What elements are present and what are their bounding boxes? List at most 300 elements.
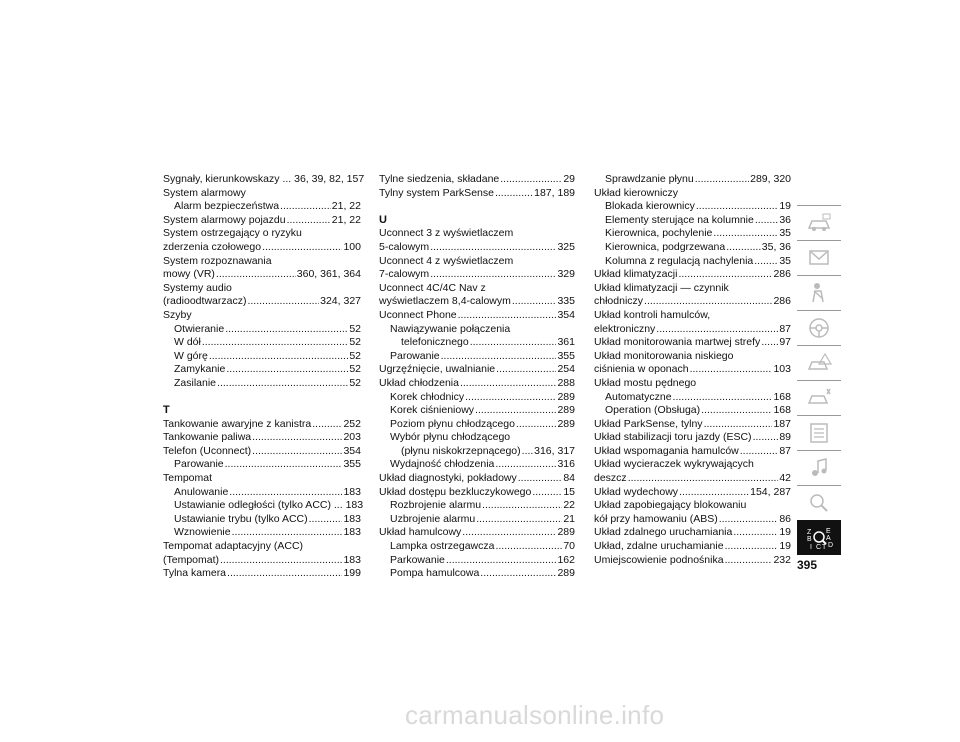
leader-dots bbox=[725, 540, 779, 554]
entry-term: Tankowanie paliwa bbox=[163, 431, 252, 444]
entry-term: Układ monitorowania niskiego bbox=[594, 349, 734, 362]
leader-dots bbox=[280, 200, 331, 214]
page-reference[interactable]: 324, 327 bbox=[320, 295, 361, 308]
entry-term: Układ diagnostyki, pokładowy bbox=[379, 472, 517, 485]
entry-term: System alarmowy pojazdu bbox=[163, 213, 286, 226]
page-reference[interactable]: 286 bbox=[773, 268, 791, 281]
settings-list-icon bbox=[805, 420, 833, 446]
svg-text:B: B bbox=[807, 536, 812, 543]
page-reference[interactable]: 183 bbox=[343, 553, 361, 566]
leader-dots bbox=[740, 445, 779, 459]
entry-term: Uconnect 4 z wyświetlaczem bbox=[379, 254, 514, 267]
entry-term: Korek ciśnieniowy bbox=[390, 404, 475, 417]
page-reference[interactable]: 97 bbox=[779, 336, 791, 349]
index-entry bbox=[594, 404, 791, 418]
page-reference[interactable]: 354 bbox=[557, 308, 575, 321]
page-reference[interactable]: 21, 22 bbox=[331, 213, 361, 226]
leader-dots bbox=[229, 486, 342, 500]
entry-term: Parowanie bbox=[174, 458, 224, 471]
page-reference[interactable]: 52 bbox=[349, 363, 361, 376]
index-entry bbox=[379, 323, 575, 337]
entry-term: (płynu niskokrzepnącego) bbox=[401, 444, 521, 457]
section-letter: T bbox=[163, 404, 170, 417]
leader-dots bbox=[482, 499, 562, 513]
leader-dots bbox=[522, 445, 533, 459]
index-entry bbox=[379, 554, 575, 568]
index-entry bbox=[163, 200, 361, 214]
svg-text:A: A bbox=[826, 535, 831, 542]
page-reference[interactable]: 168 bbox=[773, 404, 791, 417]
page-reference[interactable]: 232 bbox=[773, 553, 791, 566]
page-reference[interactable]: 289 bbox=[557, 390, 575, 403]
entry-term: 7-calowym bbox=[379, 268, 430, 281]
index-entry bbox=[379, 295, 575, 309]
index-entry bbox=[594, 350, 791, 364]
entry-term: Zamykanie bbox=[174, 363, 226, 376]
index-entry bbox=[163, 187, 361, 201]
page-reference[interactable]: 289 bbox=[557, 567, 575, 580]
entry-term: Operation (Obsługa) bbox=[605, 404, 701, 417]
leader-dots bbox=[753, 431, 779, 445]
index-entry bbox=[379, 255, 575, 269]
entry-term: Blokada kierownicy bbox=[605, 200, 695, 213]
leader-dots bbox=[512, 295, 557, 309]
index-entry bbox=[163, 363, 361, 377]
index-entry bbox=[379, 350, 575, 364]
page-reference[interactable]: 42 bbox=[779, 472, 791, 485]
index-entry bbox=[379, 526, 575, 540]
leader-dots bbox=[695, 173, 749, 187]
index-entry bbox=[594, 472, 791, 486]
tab-envelope[interactable] bbox=[797, 240, 841, 275]
leader-dots bbox=[225, 458, 343, 472]
entry-term: Układ hamulcowy bbox=[379, 526, 462, 539]
entry-term: System rozpoznawania bbox=[163, 254, 272, 267]
index-entry bbox=[594, 499, 791, 513]
entry-term: Kolumna z regulacją nachylenia bbox=[605, 254, 754, 267]
index-entry bbox=[594, 336, 791, 350]
entry-term: Układ wspomagania hamulców bbox=[594, 444, 739, 457]
index-entry bbox=[163, 567, 361, 581]
tab-car-dashboard[interactable] bbox=[797, 205, 841, 240]
page-reference[interactable]: 289 bbox=[557, 404, 575, 417]
page-reference[interactable]: 168 bbox=[773, 390, 791, 403]
index-entry bbox=[594, 418, 791, 432]
entry-term: Wydajność chłodzenia bbox=[390, 458, 495, 471]
entry-term: Ustawianie odległości (tylko ACC) ... 183 bbox=[174, 499, 364, 512]
entry-term: Tankowanie awaryjne z kanistra bbox=[163, 417, 312, 430]
entry-term: (Tempomat) bbox=[163, 553, 220, 566]
page-reference[interactable]: 154, 287 bbox=[750, 485, 791, 498]
page-reference[interactable]: 203 bbox=[343, 431, 361, 444]
page-reference[interactable]: 22 bbox=[563, 499, 575, 512]
index-entry bbox=[163, 350, 361, 364]
svg-text:C: C bbox=[816, 544, 822, 551]
index-entry bbox=[594, 458, 791, 472]
index-entry bbox=[594, 431, 791, 445]
entry-term: Tylne siedzenia, składane bbox=[379, 173, 500, 185]
page-reference[interactable]: 35 bbox=[779, 227, 791, 240]
entry-term: kół przy hamowaniu (ABS) bbox=[594, 512, 718, 525]
index-entry bbox=[379, 404, 575, 418]
index-entry bbox=[594, 323, 791, 337]
leader-dots bbox=[719, 513, 779, 527]
index-entry bbox=[594, 200, 791, 214]
entry-term: Układ chłodzenia bbox=[379, 376, 459, 389]
index-entry bbox=[163, 255, 361, 269]
index-entry bbox=[163, 377, 361, 391]
page-reference[interactable]: 21 bbox=[563, 512, 575, 525]
index-entry bbox=[594, 309, 791, 323]
watermark-text: carmanualsonline.info bbox=[405, 700, 665, 730]
leader-dots bbox=[312, 418, 342, 432]
index-letters-icon bbox=[805, 525, 833, 551]
index-column-3 bbox=[594, 173, 791, 567]
leader-dots bbox=[500, 173, 562, 187]
entry-term: Wznowienie bbox=[174, 526, 231, 539]
index-entry bbox=[379, 309, 575, 323]
entry-term: Sygnały, kierunkowskazy ... 36, 39, 82, 157 bbox=[163, 173, 365, 185]
page-reference[interactable]: 87 bbox=[779, 444, 791, 457]
index-entry bbox=[379, 391, 575, 405]
index-entry bbox=[163, 431, 361, 445]
index-entry bbox=[379, 241, 575, 255]
entry-term: Sprawdzanie płynu bbox=[605, 173, 694, 185]
page-reference[interactable]: 84 bbox=[563, 472, 575, 485]
entry-term: Układ monitorowania martwej strefy bbox=[594, 336, 761, 349]
leader-dots bbox=[247, 295, 319, 309]
index-entry bbox=[379, 486, 575, 500]
svg-text:E: E bbox=[826, 528, 831, 535]
index-entry bbox=[163, 227, 361, 241]
leader-dots bbox=[701, 404, 772, 418]
page-reference[interactable]: 335 bbox=[557, 295, 575, 308]
index-entry bbox=[379, 431, 575, 445]
page-reference[interactable]: 87 bbox=[779, 322, 791, 335]
entry-term: chłodniczy bbox=[594, 295, 644, 308]
index-entry bbox=[163, 282, 361, 296]
leader-dots bbox=[202, 336, 348, 350]
index-entry bbox=[163, 336, 361, 350]
index-entry bbox=[379, 499, 575, 513]
tab-seatbelt[interactable] bbox=[797, 275, 841, 310]
entry-term: Układ zdalnego uruchamiania bbox=[594, 526, 733, 539]
page-reference[interactable]: 100 bbox=[343, 240, 361, 253]
index-entry bbox=[594, 445, 791, 459]
page-reference[interactable]: 19 bbox=[779, 200, 791, 213]
steering-wheel-icon bbox=[805, 315, 833, 341]
page-reference[interactable]: 36 bbox=[779, 213, 791, 226]
page-reference[interactable]: 35, 36 bbox=[761, 240, 791, 253]
leader-dots bbox=[726, 241, 761, 255]
index-entry bbox=[163, 499, 364, 513]
leader-dots bbox=[704, 418, 773, 432]
leader-dots bbox=[217, 377, 348, 391]
index-entry bbox=[594, 214, 791, 228]
leader-dots bbox=[458, 309, 557, 323]
entry-term: Tylna kamera bbox=[163, 567, 227, 580]
index-entry bbox=[594, 540, 791, 554]
section-letter: U bbox=[379, 213, 387, 226]
entry-term: W górę bbox=[174, 349, 208, 362]
entry-term: Alarm bezpieczeństwa bbox=[174, 200, 280, 213]
page-reference[interactable]: 52 bbox=[349, 322, 361, 335]
tab-steering-wheel[interactable] bbox=[797, 310, 841, 345]
entry-term: ciśnienia w oponach bbox=[594, 363, 689, 376]
page-reference[interactable]: 354 bbox=[343, 444, 361, 457]
leader-dots bbox=[518, 472, 563, 486]
tab-settings-list[interactable] bbox=[797, 415, 841, 450]
leader-dots bbox=[232, 526, 343, 540]
page-reference[interactable]: 52 bbox=[349, 336, 361, 349]
index-entry bbox=[594, 255, 791, 269]
page-reference[interactable]: 187 bbox=[773, 417, 791, 430]
page-reference[interactable]: 89 bbox=[779, 431, 791, 444]
entry-term: Uconnect Phone bbox=[379, 308, 457, 321]
entry-term: Układ kierowniczy bbox=[594, 186, 679, 199]
leader-dots bbox=[430, 268, 556, 282]
entry-term: Układ, zdalne uruchamianie bbox=[594, 540, 724, 553]
envelope-icon bbox=[805, 245, 833, 271]
index-entry bbox=[163, 295, 361, 309]
spacer bbox=[379, 200, 575, 214]
leader-dots bbox=[656, 323, 778, 337]
leader-dots bbox=[495, 187, 533, 201]
page-reference[interactable]: 252 bbox=[343, 417, 361, 430]
entry-term: Systemy audio bbox=[163, 281, 232, 294]
entry-term: Tylny system ParkSense bbox=[379, 186, 494, 199]
entry-term: Pompa hamulcowa bbox=[390, 567, 480, 580]
page-reference[interactable]: 86 bbox=[779, 512, 791, 525]
music-phone-icon bbox=[805, 455, 833, 481]
page-reference[interactable]: 316 bbox=[557, 458, 575, 471]
entry-term: Wybór płynu chłodzącego bbox=[390, 431, 511, 444]
entry-term: elektroniczny bbox=[594, 322, 656, 335]
entry-term: Nawiązywanie połączenia bbox=[390, 322, 511, 335]
leader-dots bbox=[470, 336, 557, 350]
entry-term: Rozbrojenie alarmu bbox=[390, 499, 482, 512]
entry-term: Układ stabilizacji toru jazdy (ESC) bbox=[594, 431, 752, 444]
page-number: 395 bbox=[797, 558, 818, 572]
leader-dots bbox=[262, 241, 342, 255]
entry-term: Ustawianie trybu (tylko ACC) bbox=[174, 512, 308, 525]
page-reference[interactable]: 183 bbox=[343, 526, 361, 539]
page-reference[interactable]: 187, 189 bbox=[534, 186, 575, 199]
entry-term: Tempomat bbox=[163, 472, 213, 485]
entry-term: Automatyczne bbox=[605, 390, 672, 403]
entry-term: zderzenia czołowego bbox=[163, 240, 262, 253]
leader-dots bbox=[460, 377, 557, 391]
page-reference[interactable]: 355 bbox=[557, 349, 575, 362]
svg-text:I: I bbox=[810, 544, 812, 551]
index-entry bbox=[163, 445, 361, 459]
entry-term: wyświetlaczem 8,4-calowym bbox=[379, 295, 511, 308]
leader-dots bbox=[679, 486, 749, 500]
page-reference[interactable]: 355 bbox=[343, 458, 361, 471]
seatbelt-person-icon bbox=[805, 280, 833, 306]
index-entry bbox=[594, 241, 791, 255]
page-reference[interactable]: 289 bbox=[557, 526, 575, 539]
svg-text:Z: Z bbox=[807, 529, 812, 536]
index-entry bbox=[594, 227, 791, 241]
entry-term: Układ zapobiegający blokowaniu bbox=[594, 499, 747, 512]
entry-term: Zasilanie bbox=[174, 376, 217, 389]
index-entry bbox=[163, 458, 361, 472]
page-reference[interactable]: 361 bbox=[557, 336, 575, 349]
index-entry bbox=[379, 458, 575, 472]
leader-dots bbox=[495, 458, 556, 472]
page-reference[interactable]: 289, 320 bbox=[750, 173, 791, 185]
page-reference[interactable]: 21, 22 bbox=[331, 200, 361, 213]
index-entry bbox=[379, 445, 575, 459]
index-entry bbox=[163, 323, 361, 337]
tab-music-phone[interactable] bbox=[797, 450, 841, 485]
leader-dots bbox=[227, 567, 342, 581]
index-entry bbox=[594, 486, 791, 500]
leader-dots bbox=[287, 214, 331, 228]
leader-dots bbox=[252, 431, 342, 445]
leader-dots bbox=[495, 540, 562, 554]
warning-car-icon bbox=[805, 350, 833, 376]
entry-term: Ugrzęźnięcie, uwalnianie bbox=[379, 363, 496, 376]
page-reference[interactable]: 325 bbox=[557, 240, 575, 253]
magnifier-icon bbox=[805, 490, 833, 516]
page-reference[interactable]: 183 bbox=[343, 485, 361, 498]
entry-term: Otwieranie bbox=[174, 322, 225, 335]
index-column-1 bbox=[163, 173, 365, 581]
entry-term: Układ klimatyzacji — czynnik bbox=[594, 281, 729, 294]
entry-term: Układ dostępu bezkluczykowego bbox=[379, 485, 532, 498]
index-entry bbox=[163, 268, 361, 282]
page-reference[interactable]: 162 bbox=[557, 553, 575, 566]
leader-dots bbox=[725, 554, 773, 568]
leader-dots bbox=[216, 268, 296, 282]
car-dashboard-icon bbox=[805, 210, 833, 236]
page-reference[interactable]: 286 bbox=[773, 295, 791, 308]
index-entry bbox=[379, 567, 575, 581]
page-reference[interactable]: 103 bbox=[773, 363, 791, 376]
index-entry bbox=[379, 513, 575, 527]
index-entry bbox=[379, 418, 575, 432]
leader-dots bbox=[252, 445, 342, 459]
leader-dots bbox=[480, 567, 556, 581]
entry-term: Szyby bbox=[163, 308, 192, 321]
index-entry bbox=[594, 554, 791, 568]
tab-car-service[interactable] bbox=[797, 380, 841, 415]
entry-term: (radioodtwarzacz) bbox=[163, 295, 247, 308]
leader-dots bbox=[462, 526, 556, 540]
page-reference[interactable]: 289 bbox=[557, 417, 575, 430]
leader-dots bbox=[761, 336, 778, 350]
index-column-2 bbox=[379, 173, 575, 581]
index-entry bbox=[594, 526, 791, 540]
index-entry bbox=[379, 540, 575, 554]
leader-dots bbox=[754, 255, 778, 269]
index-entry bbox=[379, 268, 575, 282]
page-reference[interactable]: 19 bbox=[779, 540, 791, 553]
index-entry bbox=[594, 282, 791, 296]
page-reference[interactable]: 35 bbox=[779, 254, 791, 267]
index-entry bbox=[163, 173, 365, 187]
entry-term: Uconnect 4C/4C Nav z bbox=[379, 281, 486, 294]
entry-term: Uconnect 3 z wyświetlaczem bbox=[379, 227, 514, 240]
page-reference[interactable]: 329 bbox=[557, 268, 575, 281]
index-entry bbox=[163, 513, 361, 527]
page-reference[interactable]: 29 bbox=[563, 173, 575, 185]
leader-dots bbox=[441, 350, 557, 364]
entry-term: Korek chłodnicy bbox=[390, 390, 465, 403]
entry-term: Lampka ostrzegawcza bbox=[390, 540, 495, 553]
page-reference[interactable]: 52 bbox=[349, 349, 361, 362]
page-reference[interactable]: 183 bbox=[343, 512, 361, 525]
index-entry bbox=[163, 540, 361, 554]
spacer bbox=[163, 391, 361, 405]
leader-dots bbox=[532, 486, 562, 500]
entry-term: 5-calowym bbox=[379, 240, 430, 253]
leader-dots bbox=[446, 554, 557, 568]
leader-dots bbox=[465, 391, 556, 405]
entry-term: Układ mostu pędnego bbox=[594, 376, 697, 389]
index-entry bbox=[594, 513, 791, 527]
entry-term: Układ wydechowy bbox=[594, 485, 679, 498]
svg-text:T: T bbox=[822, 544, 827, 551]
tab-index[interactable] bbox=[797, 520, 841, 555]
page-reference[interactable]: 316, 317 bbox=[534, 444, 575, 457]
page-reference[interactable]: 52 bbox=[349, 376, 361, 389]
index-entry bbox=[163, 486, 361, 500]
index-entry bbox=[379, 227, 575, 241]
leader-dots bbox=[496, 363, 556, 377]
leader-dots bbox=[209, 350, 348, 364]
svg-text:D: D bbox=[828, 542, 833, 549]
index-entry bbox=[594, 268, 791, 282]
index-entry bbox=[163, 309, 361, 323]
page-reference[interactable]: 199 bbox=[343, 567, 361, 580]
entry-term: Poziom płynu chłodzącego bbox=[390, 417, 515, 430]
page-reference[interactable]: 288 bbox=[557, 376, 575, 389]
entry-term: Elementy sterujące na kolumnie bbox=[605, 213, 754, 226]
index-entry bbox=[594, 187, 791, 201]
leader-dots bbox=[516, 418, 557, 432]
page-reference[interactable]: 15 bbox=[563, 485, 575, 498]
leader-dots bbox=[696, 200, 778, 214]
entry-term: System ostrzegający o ryzyku bbox=[163, 227, 302, 240]
index-entry bbox=[163, 526, 361, 540]
index-entry bbox=[594, 295, 791, 309]
page-reference[interactable]: 19 bbox=[779, 526, 791, 539]
index-entry bbox=[163, 214, 361, 228]
page-reference[interactable]: 254 bbox=[557, 363, 575, 376]
leader-dots bbox=[713, 227, 778, 241]
index-entry bbox=[379, 187, 575, 201]
chapter-tabs bbox=[797, 205, 841, 555]
leader-dots bbox=[226, 363, 348, 377]
page-reference[interactable]: 360, 361, 364 bbox=[296, 268, 361, 281]
tab-warning-car[interactable] bbox=[797, 345, 841, 380]
entry-term: Układ wycieraczek wykrywających bbox=[594, 458, 754, 471]
index-entry bbox=[379, 336, 575, 350]
entry-term: System alarmowy bbox=[163, 186, 246, 199]
leader-dots bbox=[475, 404, 556, 418]
index-entry bbox=[379, 282, 575, 296]
index-entry bbox=[163, 241, 361, 255]
page-reference[interactable]: 70 bbox=[563, 540, 575, 553]
tab-magnifier[interactable] bbox=[797, 485, 841, 520]
index-entry bbox=[163, 472, 361, 486]
entry-term: Umiejscowienie podnośnika bbox=[594, 553, 724, 566]
leader-dots bbox=[225, 323, 348, 337]
leader-dots bbox=[690, 363, 773, 377]
